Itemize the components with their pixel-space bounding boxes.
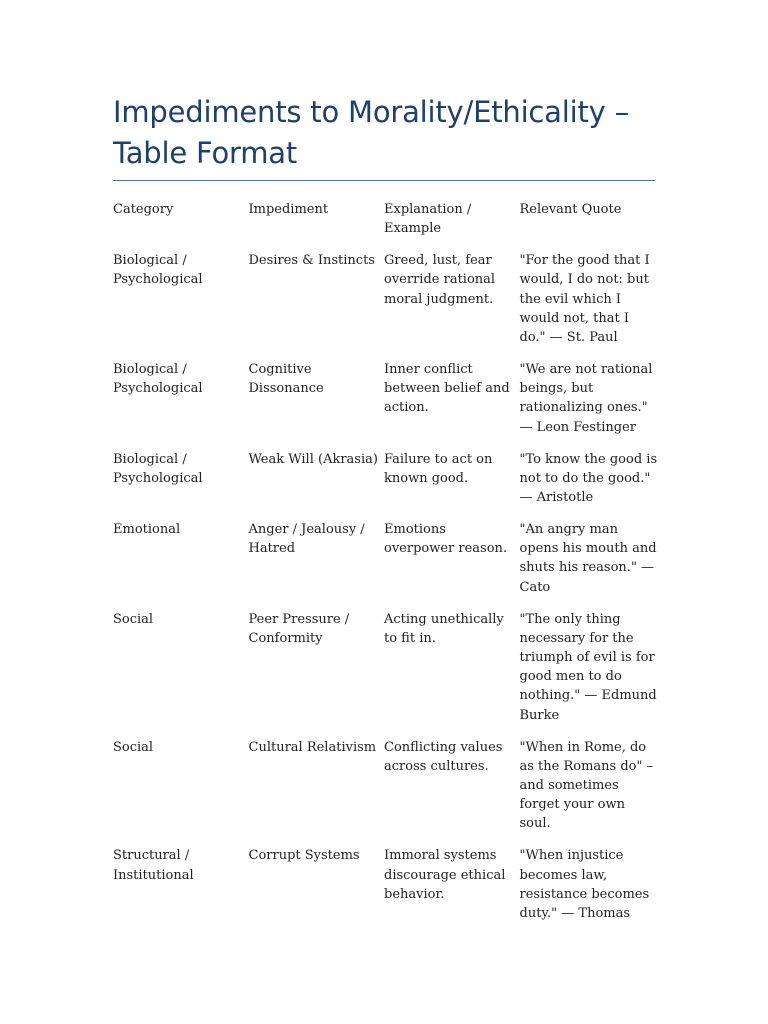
cell-quote: "We are not rational beings, but rationalizing ones." — Leon Festinger: [519, 362, 653, 435]
table-row: [113, 610, 658, 725]
table-row: [113, 846, 658, 923]
cell-quote: "To know the good is not to do the good." — Aristotle: [519, 451, 658, 506]
header-explanation: Explanation / Example: [384, 202, 472, 237]
cell-quote: "The only thing necessary for the triumph of evil is for good men to do nothing." — Edmund Burke: [519, 611, 657, 723]
cell-impediment: Peer Pressure / Conformity: [248, 611, 350, 646]
cell-category: Biological / Psychological: [113, 451, 203, 486]
cell-category: Structural / Institutional: [113, 848, 194, 883]
cell-quote: "When in Rome, do as the Romans do" – and sometimes forget your own soul.: [519, 739, 654, 832]
cell-explanation: Inner conflict between belief and action.: [384, 362, 510, 416]
table-row: [113, 360, 658, 437]
cell-impediment: Desires & Instincts: [248, 253, 375, 269]
cell-explanation: Greed, lust, fear override rational moral judgment.: [384, 253, 496, 307]
cell-explanation: Emotions overpower reason.: [384, 522, 508, 557]
table-row: [113, 738, 658, 834]
document-title: Impediments to Morality/Ethicality – Table Format: [113, 95, 629, 170]
cell-quote: "An angry man opens his mouth and shuts his reason." — Cato: [519, 522, 657, 595]
cell-explanation: Acting unethically to fit in.: [384, 611, 504, 646]
cell-impediment: Anger / Jealousy / Hatred: [248, 522, 365, 557]
cell-quote: "For the good that I would, I do not: but the evil which I would not, that I do." — St. Paul: [519, 253, 650, 346]
cell-category: Biological / Psychological: [113, 362, 203, 397]
header-impediment: Impediment: [248, 202, 329, 217]
header-quote: Relevant Quote: [519, 202, 622, 217]
cell-quote: "When injustice becomes law, resistance becomes duty." — Thomas: [519, 848, 650, 922]
cell-category: Biological / Psychological: [113, 253, 203, 288]
cell-explanation: Conflicting values across cultures.: [384, 739, 503, 774]
cell-impediment: Corrupt Systems: [248, 848, 360, 864]
table-row: [113, 450, 658, 508]
cell-category: Social: [113, 611, 154, 627]
cell-category: Emotional: [113, 522, 181, 538]
cell-impediment: Cultural Relativism: [248, 739, 377, 755]
cell-explanation: Failure to act on known good.: [384, 451, 493, 486]
cell-explanation: Immoral systems discourage ethical behavior.: [384, 848, 506, 902]
table-row: [113, 520, 658, 597]
table-row: [113, 251, 658, 347]
table-header-row: [113, 200, 658, 238]
header-category: Category: [113, 202, 174, 217]
cell-impediment: Cognitive Dissonance: [248, 362, 324, 397]
impediments-table: [113, 200, 658, 936]
cell-impediment: Weak Will (Akrasia): [248, 451, 378, 467]
cell-category: Social: [113, 739, 154, 755]
title-underline: [113, 180, 655, 181]
